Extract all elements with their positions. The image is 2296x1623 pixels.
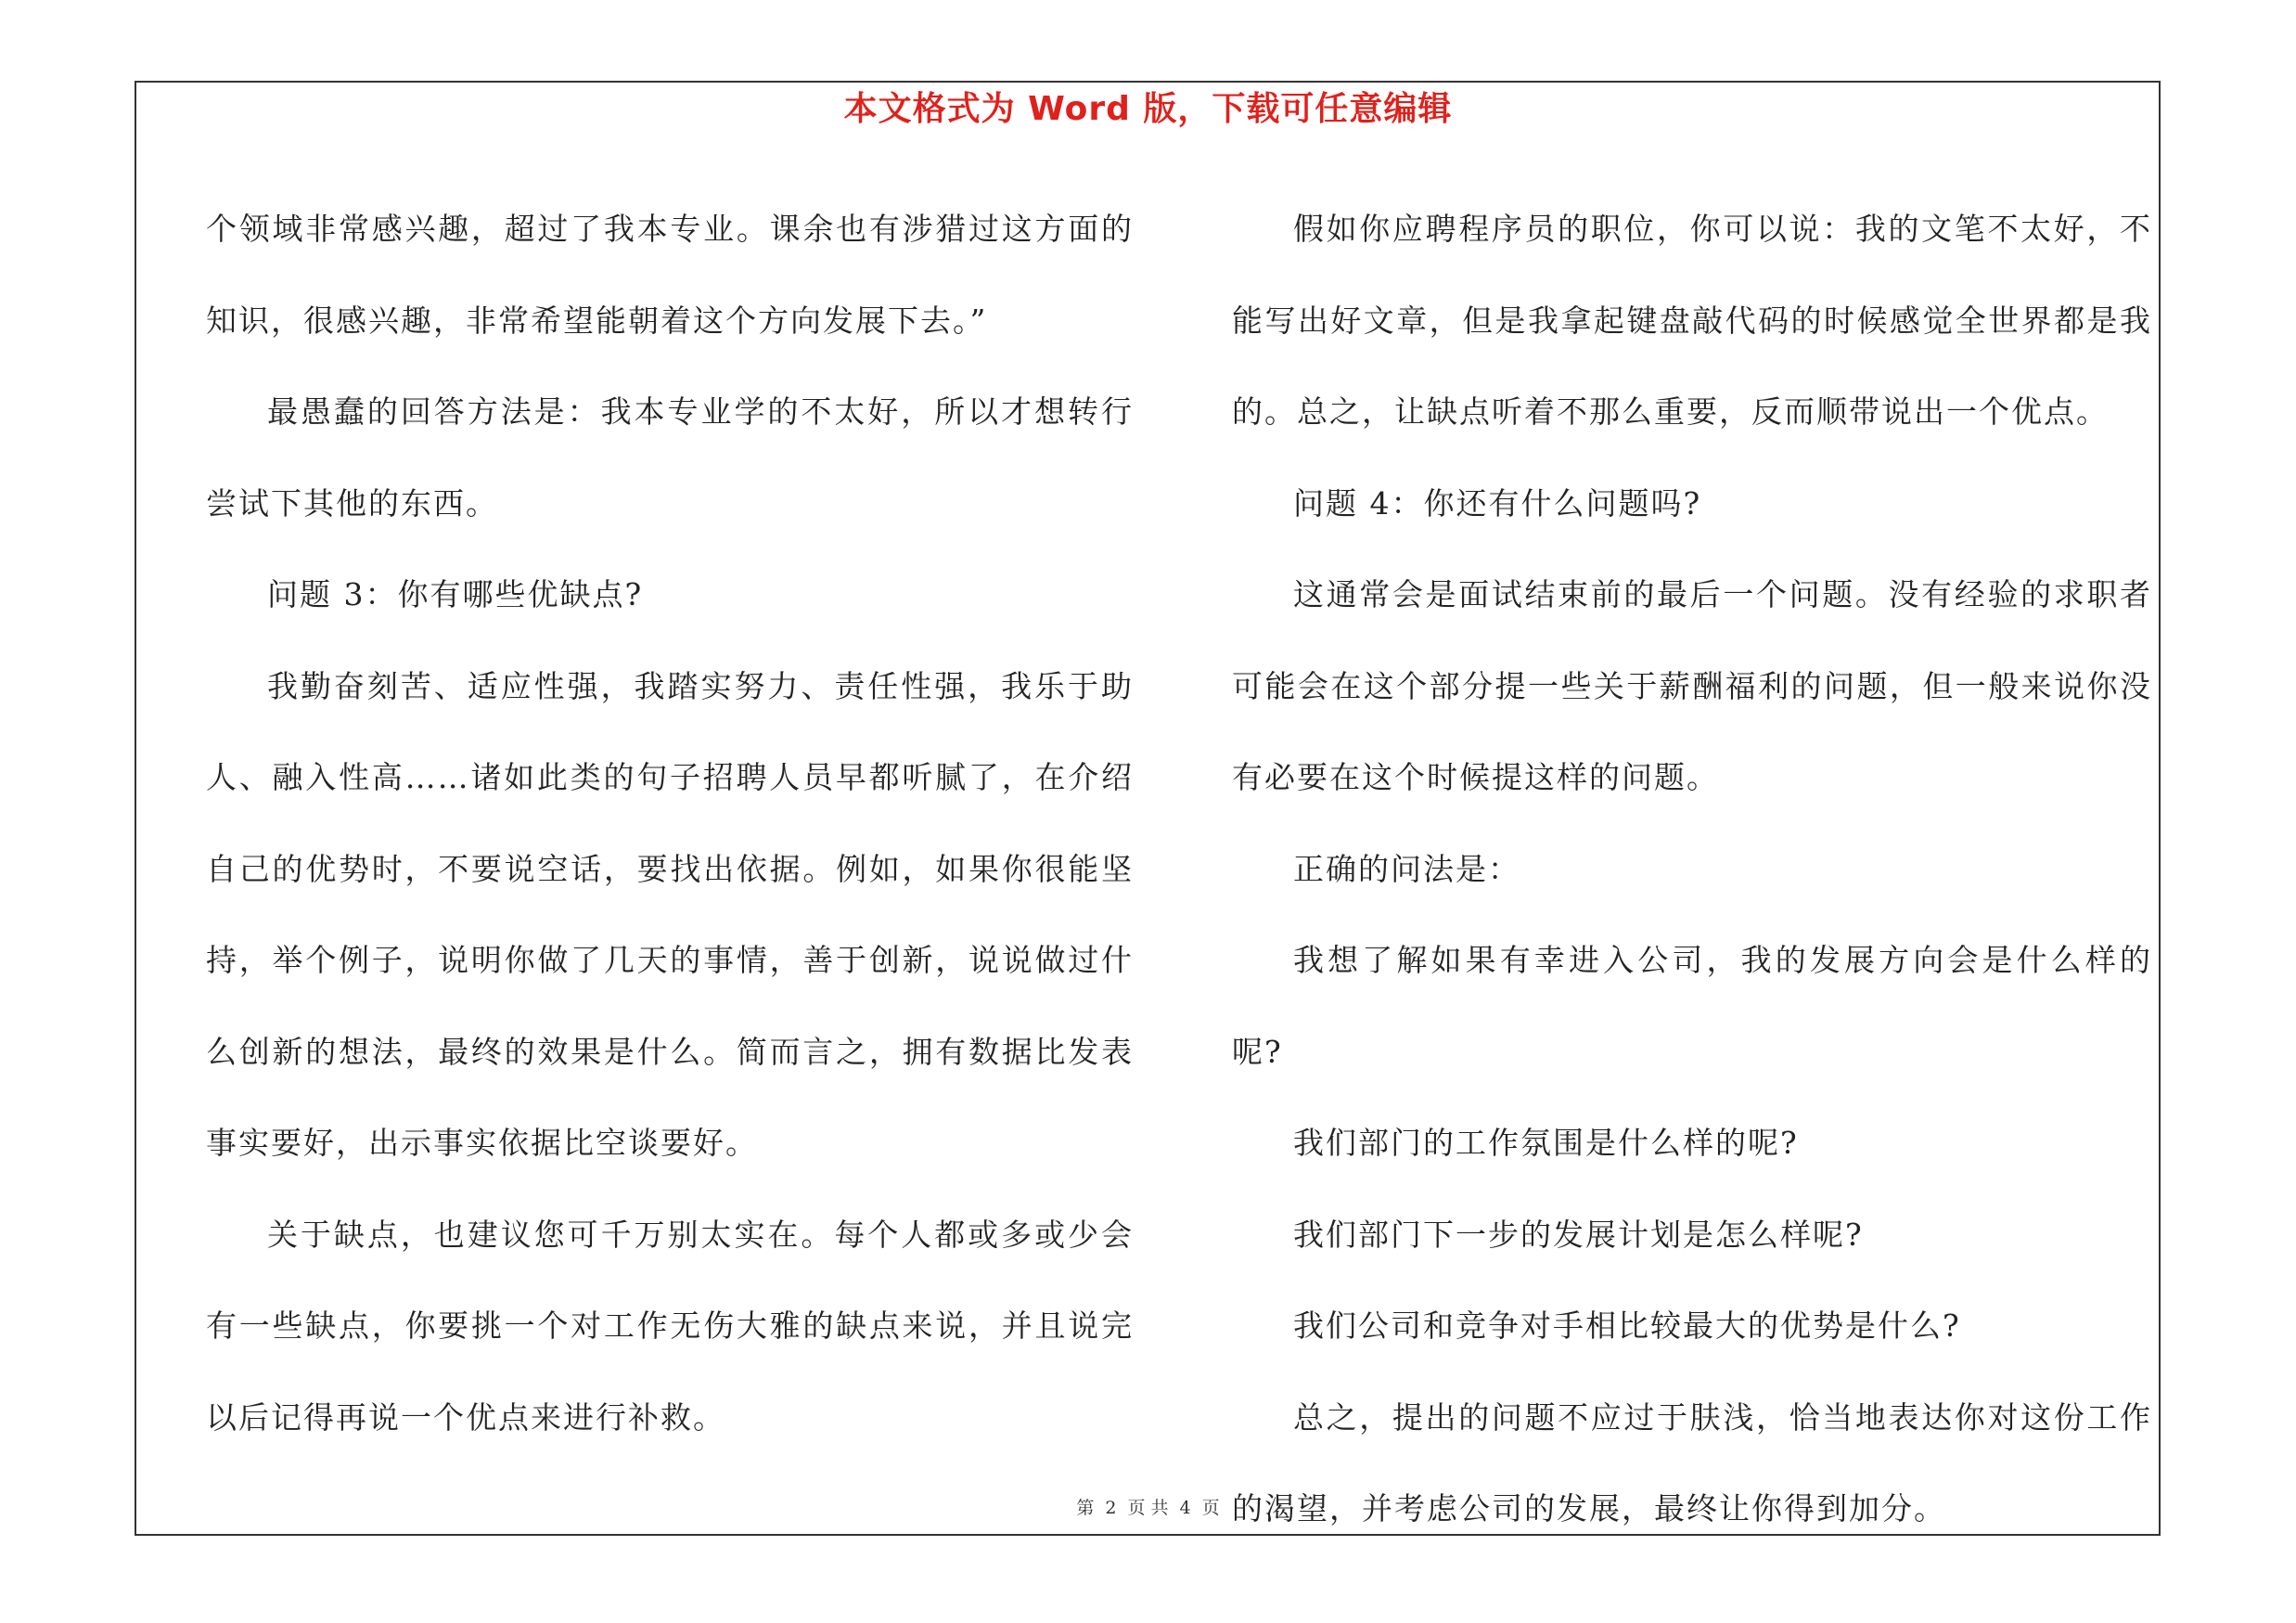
- paragraph: 假如你应聘程序员的职位，你可以说：我的文笔不太好，不能写出好文章，但是我拿起键盘敲代码的时候感觉全世界都是我的。总之，让缺点听着不那么重要，反而顺带说出一个优点。: [1232, 211, 2152, 430]
- right-column: [1232, 184, 2152, 1555]
- paragraph: 个领域非常感兴趣，超过了我本专业。课余也有涉猎过这方面的知识，很感兴趣，非常希望能朝着这个方向发展下去。”: [206, 211, 1134, 339]
- list-item: 我们部门的工作氛围是什么样的呢?: [1293, 1125, 1799, 1161]
- page-current: 2: [1105, 1498, 1117, 1518]
- paragraph: 总之，提出的问题不应过于肤浅，恰当地表达你对这份工作的渴望，并考虑公司的发展，最终让你得到加分。: [1232, 1398, 2152, 1526]
- paragraph: 关于缺点，也建议您可千万别太实在。每个人都或多或少会有一些缺点，你要挑一个对工作无伤大雅的缺点来说，并且说完以后记得再说一个优点来进行补救。: [206, 1216, 1134, 1436]
- page-total: 4: [1179, 1498, 1191, 1518]
- question-heading: 问题 3：你有哪些优缺点?: [267, 576, 644, 612]
- list-item: 我们公司和竞争对手相比较最大的优势是什么?: [1293, 1307, 1961, 1344]
- list-item: 我想了解如果有幸进入公司，我的发展方向会是什么样的呢?: [1232, 942, 2152, 1070]
- page-prefix: 第: [1076, 1498, 1095, 1518]
- header-banner: 本文格式为 Word 版，下载可任意编辑: [843, 90, 1453, 128]
- paragraph: 这通常会是面试结束前的最后一个问题。没有经验的求职者可能会在这个部分提一些关于薪酬福利的问题，但一般来说你没有必要在这个时候提这样的问题。: [1232, 576, 2152, 795]
- page-mid: 页 共: [1127, 1498, 1169, 1518]
- list-item: 我们部门下一步的发展计划是怎么样呢?: [1293, 1216, 1864, 1253]
- page-suffix: 页: [1201, 1498, 1220, 1518]
- left-column: [206, 184, 1134, 1463]
- page-footer: [0, 1496, 2296, 1520]
- paragraph: 正确的问法是：: [1293, 850, 1520, 887]
- paragraph: 我勤奋刻苦、适应性强，我踏实努力、责任性强，我乐于助人、融入性高……诸如此类的句子招聘人员早都听腻了，在介绍自己的优势时，不要说空话，要找出依据。例如，如果你很能坚持，举个例子，说明你做了几天的事情，善于创新，说说做过什么创新的想法，最终的效果是什么。简而言之，拥有数据比发表事实要好，出示事实依据比空谈要好。: [206, 667, 1134, 1161]
- paragraph: 最愚蠢的回答方法是：我本专业学的不太好，所以才想转行尝试下其他的东西。: [206, 393, 1134, 522]
- question-heading: 问题 4：你还有什么问题吗?: [1293, 484, 1702, 522]
